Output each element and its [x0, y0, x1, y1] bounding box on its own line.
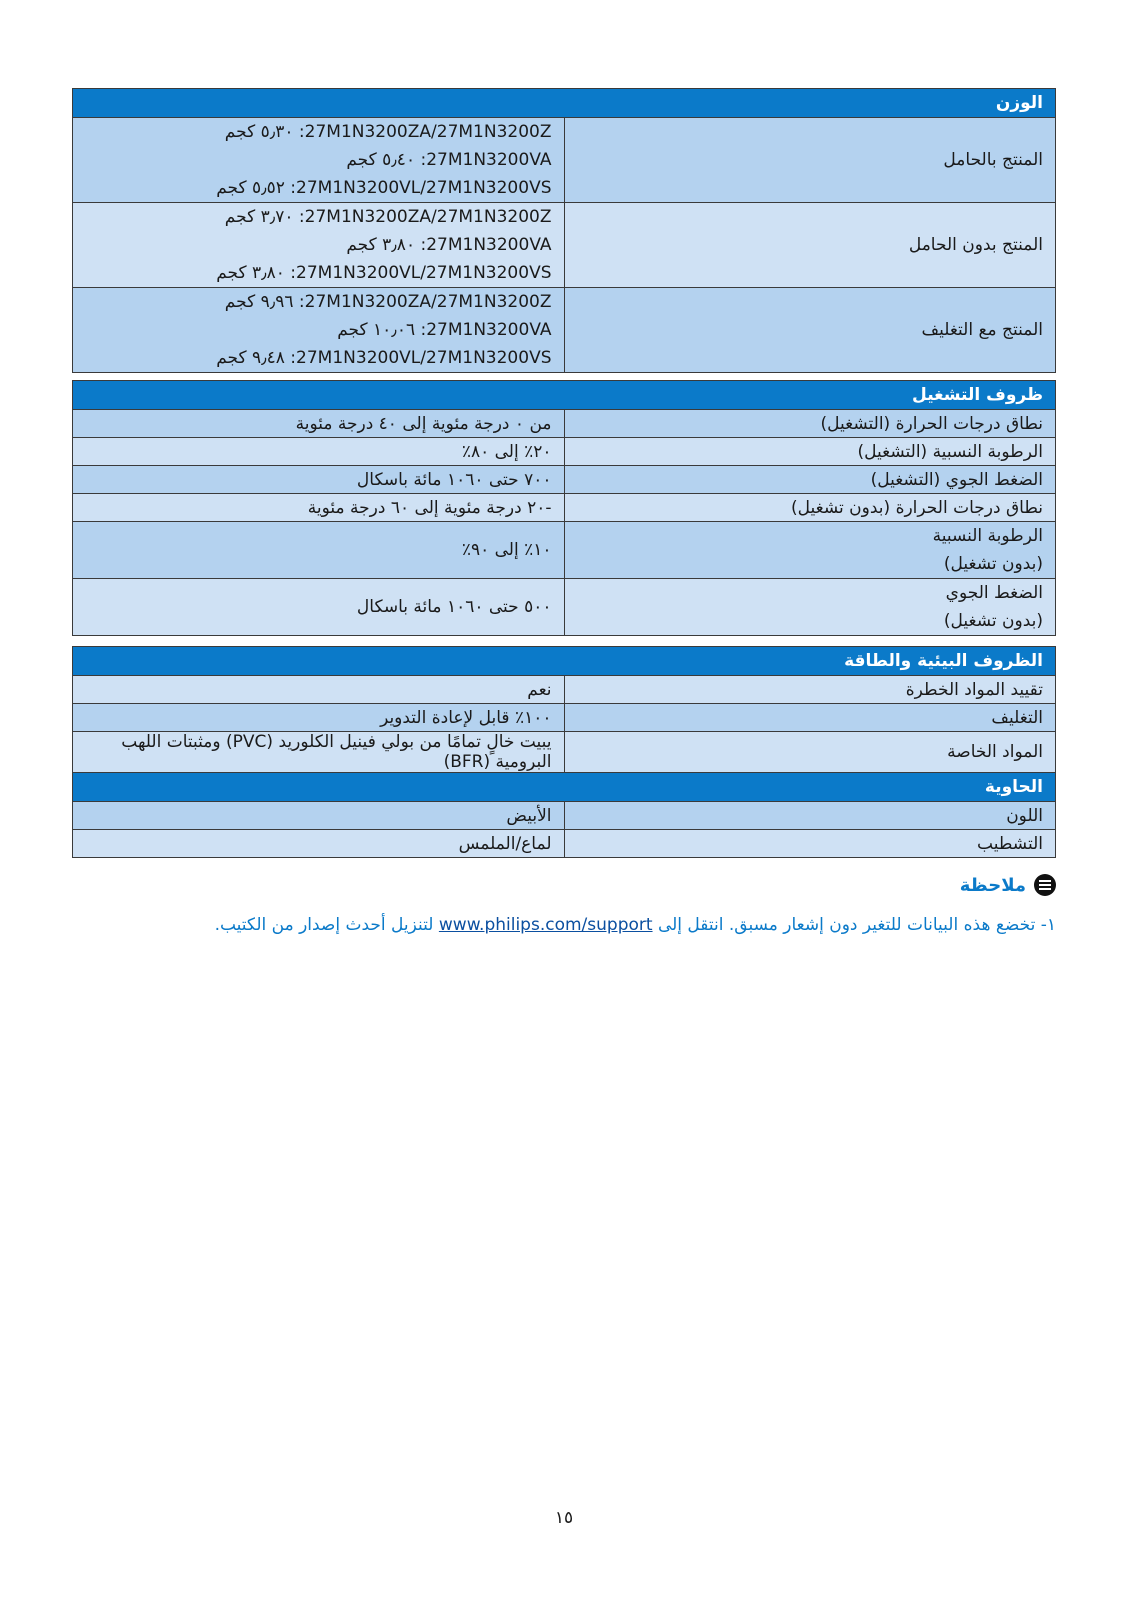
section-header	[73, 647, 1056, 676]
row-label: التغليف	[564, 704, 1056, 732]
row-value: ٧٠٠ حتى ١٠٦٠ مائة باسكال	[73, 466, 565, 494]
operating-title: ظروف التشغيل	[73, 381, 1056, 410]
row-label: الضغط الجوي (التشغيل)	[564, 466, 1056, 494]
table-row	[73, 288, 1056, 373]
section-header	[73, 381, 1056, 410]
row-value: لماع/الملمس	[73, 830, 565, 858]
page-number: ١٥	[554, 1508, 574, 1528]
environment-table	[72, 646, 1056, 858]
row-value: نعم	[73, 676, 565, 704]
row-label: المنتج مع التغليف	[564, 288, 1056, 373]
row-value	[73, 203, 565, 288]
value-line: 27M1N3200ZA/27M1N3200Z: ٩٫٩٦ كجم	[224, 292, 552, 312]
note-section	[72, 874, 1056, 940]
note-text-before: ١- تخضع هذه البيانات للتغير دون إشعار مسبق. انتقل إلى	[652, 915, 1056, 935]
row-value	[73, 118, 565, 203]
value-line: 27M1N3200VL/27M1N3200VS: ٣٫٨٠ كجم	[216, 263, 552, 283]
row-value: يبيت خالٍ تمامًا من بولي فينيل الكلوريد (PVC) ومثبتات اللهب البرومية (BFR)	[73, 732, 565, 773]
note-heading	[72, 874, 1056, 896]
row-value: الأبيض	[73, 802, 565, 830]
value-line: 27M1N3200VA: ٥٫٤٠ كجم	[346, 150, 552, 170]
table-row	[73, 494, 1056, 522]
table-row	[73, 522, 1056, 579]
label-line: الضغط الجوي	[945, 583, 1043, 603]
note-text	[72, 910, 1056, 940]
table-row	[73, 732, 1056, 773]
table-row	[73, 410, 1056, 438]
row-label: تقييد المواد الخطرة	[564, 676, 1056, 704]
table-row	[73, 203, 1056, 288]
value-line: 27M1N3200VA: ٣٫٨٠ كجم	[346, 235, 552, 255]
environment-title: الظروف البيئية والطاقة	[73, 647, 1056, 676]
value-line: 27M1N3200VL/27M1N3200VS: ٩٫٤٨ كجم	[216, 348, 552, 368]
row-label	[564, 522, 1056, 579]
row-value: من ٠ درجة مئوية إلى ٤٠ درجة مئوية	[73, 410, 565, 438]
note-icon	[1034, 874, 1056, 896]
row-value: -٢٠ درجة مئوية إلى ٦٠ درجة مئوية	[73, 494, 565, 522]
value-line: 27M1N3200ZA/27M1N3200Z: ٥٫٣٠ كجم	[224, 122, 552, 142]
section-header	[73, 773, 1056, 802]
row-label: المواد الخاصة	[564, 732, 1056, 773]
label-line: (بدون تشغيل)	[943, 554, 1043, 574]
table-row	[73, 802, 1056, 830]
row-label: التشطيب	[564, 830, 1056, 858]
row-label: نطاق درجات الحرارة (التشغيل)	[564, 410, 1056, 438]
value-line: 27M1N3200ZA/27M1N3200Z: ٣٫٧٠ كجم	[224, 207, 552, 227]
row-label: المنتج بالحامل	[564, 118, 1056, 203]
row-label	[564, 579, 1056, 636]
note-title: ملاحظة	[959, 874, 1026, 896]
table-row	[73, 579, 1056, 636]
value-line: 27M1N3200VA: ١٠٫٠٦ كجم	[337, 320, 552, 340]
section-header	[73, 89, 1056, 118]
row-value	[73, 288, 565, 373]
weight-title: الوزن	[73, 89, 1056, 118]
operating-conditions-table	[72, 380, 1056, 636]
row-value: ٥٠٠ حتى ١٠٦٠ مائة باسكال	[73, 579, 565, 636]
table-row	[73, 676, 1056, 704]
row-label: نطاق درجات الحرارة (بدون تشغيل)	[564, 494, 1056, 522]
label-line: (بدون تشغيل)	[943, 611, 1043, 631]
weight-table	[72, 88, 1056, 373]
value-line: 27M1N3200VL/27M1N3200VS: ٥٫٥٢ كجم	[216, 178, 552, 198]
table-row	[73, 704, 1056, 732]
support-link[interactable]: www.philips.com/support	[438, 915, 653, 935]
table-row	[73, 466, 1056, 494]
row-label: اللون	[564, 802, 1056, 830]
row-label: الرطوبة النسبية (التشغيل)	[564, 438, 1056, 466]
note-text-after: لتنزيل أحدث إصدار من الكتيب.	[214, 915, 439, 935]
row-value: ١٠٪ إلى ٩٠٪	[73, 522, 565, 579]
table-row	[73, 830, 1056, 858]
row-label: المنتج بدون الحامل	[564, 203, 1056, 288]
table-row	[73, 118, 1056, 203]
row-value: ٢٠٪ إلى ٨٠٪	[73, 438, 565, 466]
cabinet-title: الحاوية	[73, 773, 1056, 802]
label-line: الرطوبة النسبية	[932, 526, 1043, 546]
table-row	[73, 438, 1056, 466]
row-value: ١٠٠٪ قابل لإعادة التدوير	[73, 704, 565, 732]
